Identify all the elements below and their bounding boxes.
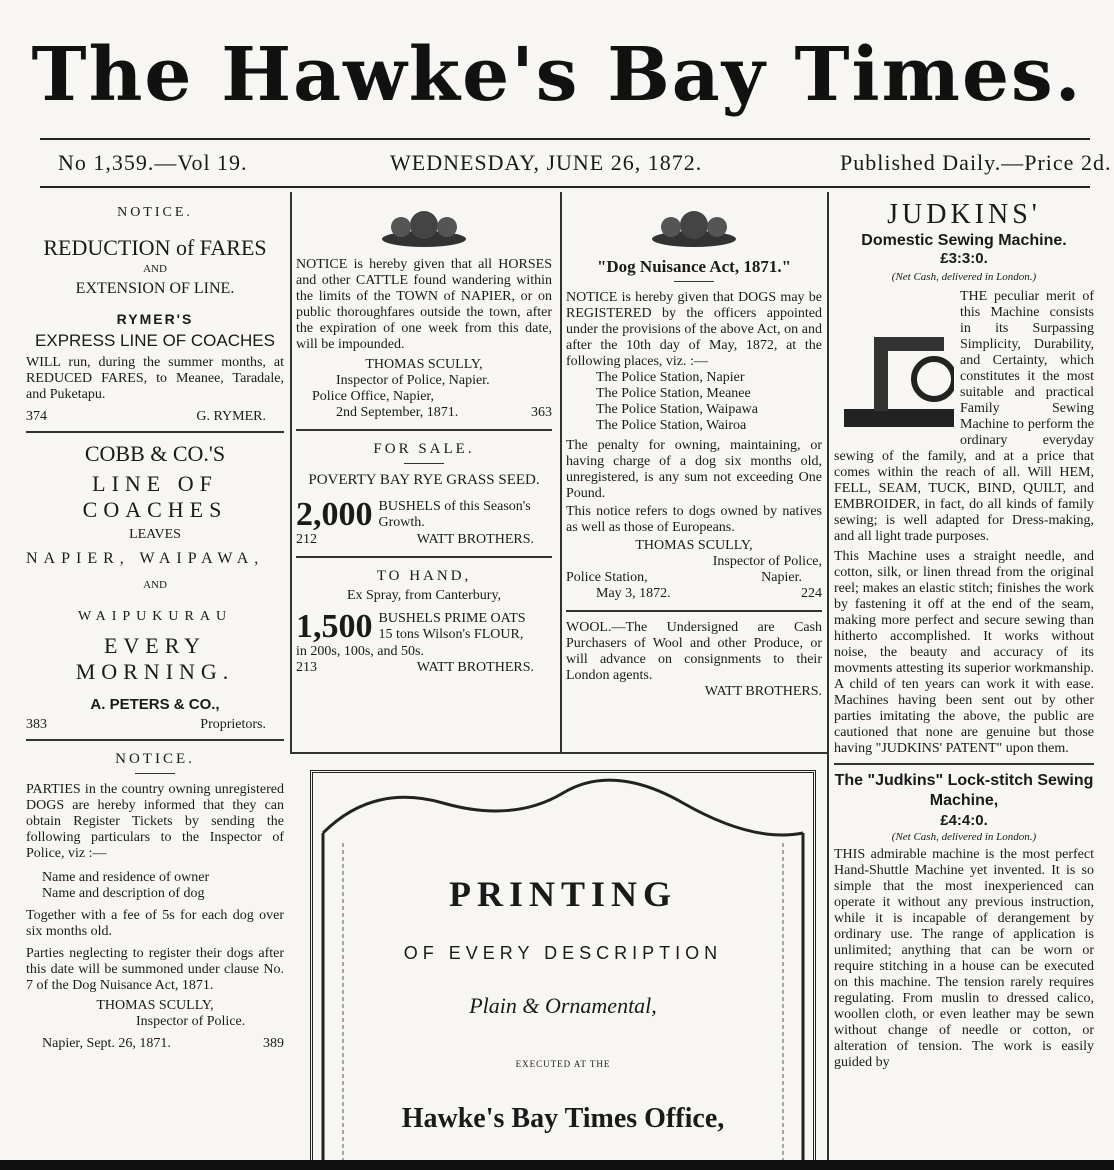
station-item: The Police Station, Wairoa <box>596 418 747 433</box>
penalty-text: The penalty for owning, maintaining, or having charge of a dog six months old, unregistered, is any sum not exceeding One Pound. <box>566 438 822 501</box>
date: May 3, 1872. <box>596 586 671 601</box>
office: Police Office, Napier, <box>312 389 435 404</box>
extension-heading: EXTENSION OF LINE. <box>75 280 235 297</box>
column-2 <box>296 195 552 676</box>
cobb-heading: COBB & CO.'S <box>84 441 226 466</box>
sewing-machine-icon <box>834 319 954 439</box>
domestic-heading: Domestic Sewing Machine. <box>861 232 1067 249</box>
plain-ornamental: Plain & Ornamental, <box>469 993 657 1018</box>
signer: THOMAS SCULLY, <box>635 538 753 553</box>
ad-number: 224 <box>801 586 822 601</box>
advertiser: G. RYMER. <box>196 409 266 424</box>
ex-spray: Ex Spray, from Canterbury, <box>346 588 502 603</box>
short-rule <box>674 281 714 282</box>
short-rule <box>404 463 444 464</box>
bushels-text: BUSHELS of this Season's Growth. <box>378 499 531 530</box>
every-morning: EVERY MORNING. <box>75 633 235 684</box>
issue-date: WEDNESDAY, JUNE 26, 1872. <box>390 150 703 175</box>
napier-label: Napier. <box>761 570 802 585</box>
merit-text: THE peculiar merit of this Machine consists in its Surpassing Simplicity, Durability, and Certainty, which constitutes it the most suitable and practical Family Sewing Machine to perform the ordinary everyday sewing of the family, and at a price that comes within the reach of all. Will HEM, FELL, SEAM, TUCK, BIND, QUILT, and EMBROIDER, in fact, do all kinds of family sewing; is well adapted for Dress-making, and all light trade purposes. <box>834 289 1094 544</box>
printing-top-rule <box>290 752 828 754</box>
horses-notice: NOTICE is hereby given that all HORSES and other CATTLE found wandering within the limits of the TOWN of NAPIER, or on public thoroughfares outside the town, after the expiration of one week from this date, will be impounded. <box>296 257 552 352</box>
masthead <box>0 20 1114 140</box>
and-label: AND <box>143 263 167 275</box>
date: 2nd September, 1871. <box>336 405 459 420</box>
peters-name: A. PETERS & CO., <box>90 696 220 713</box>
masthead-rule <box>40 138 1090 140</box>
printing-heading: PRINTING <box>448 874 678 914</box>
net-cash-1: (Net Cash, delivered in London.) <box>891 271 1037 283</box>
divider <box>834 763 1094 765</box>
quantity-2000: 2,000 <box>296 496 373 533</box>
signer: THOMAS SCULLY, <box>96 998 214 1013</box>
natives-text: This notice refers to dogs owned by natives as well as those of Europeans. <box>566 504 822 535</box>
waipukurau: WAIPUKURAU <box>77 609 233 624</box>
divider <box>566 610 822 612</box>
watt-brothers: WATT BROTHERS. <box>416 532 534 547</box>
dogs-notice: NOTICE is hereby given that DOGS may be REGISTERED by the officers appointed under the provisions of the above Act, on and after the 10th day of May, 1872, at the following places, viz. :— <box>566 290 822 369</box>
crest-icon <box>566 205 822 251</box>
station-item: The Police Station, Meanee <box>596 386 751 401</box>
ad-number: 383 <box>26 717 47 732</box>
column-rule-1 <box>290 192 292 752</box>
wool-text: WOOL.—The Undersigned are Cash Purchasers of Wool and other Produce, or will advance on consignments to their London agents. <box>566 620 822 683</box>
station-label: Police Station, <box>566 570 648 585</box>
reduction-heading: REDUCTION of FARES <box>43 235 267 260</box>
divider <box>26 431 284 433</box>
price-1: £3:3:0. <box>940 250 988 267</box>
watt-brothers: WATT BROTHERS. <box>704 684 822 699</box>
napier-waipawa: NAPIER, WAIPAWA, <box>26 550 265 567</box>
executed-at: EXECUTED AT THE <box>515 1059 611 1069</box>
every-description: OF EVERY DESCRIPTION <box>403 943 723 963</box>
divider <box>296 429 552 431</box>
station-item: The Police Station, Napier <box>596 370 745 385</box>
issue-number: No 1,359.—Vol 19. <box>58 150 248 175</box>
issue-price: Published Daily.—Price 2d. <box>840 150 1112 175</box>
oats-text: BUSHELS PRIME OATS <box>378 611 526 626</box>
column-1 <box>26 195 284 1052</box>
to-hand-heading: TO HAND, <box>376 568 472 584</box>
leaves-label: LEAVES <box>129 527 181 542</box>
lockstitch-heading: The "Judkins" Lock-stitch Sewing Machine, <box>834 772 1094 809</box>
act-heading: "Dog Nuisance Act, 1871." <box>596 257 792 276</box>
net-cash-2: (Net Cash, delivered in London.) <box>891 831 1037 843</box>
station-item: The Police Station, Waipawa <box>596 402 758 417</box>
ad-number: 213 <box>296 660 317 675</box>
flour-text: 15 tons Wilson's FLOUR, <box>378 627 524 642</box>
ad-number: 212 <box>296 532 317 547</box>
crest-icon <box>296 205 552 251</box>
quantity-1500: 1,500 <box>296 608 373 645</box>
bags-text: in 200s, 100s, and 50s. <box>296 644 424 659</box>
for-sale-heading: FOR SALE. <box>373 441 475 457</box>
admirable-text: THIS admirable machine is the most perfect Hand-Shuttle Machine yet invented. It is so simple that the most inexperienced can operate it without any previous instruction, while it is incapable of derangement by ordinary use. The range of application is unlimited; anything that can be worn or require stitching in a house can be executed on this machine. The tension rarely requires regulating. From muslin to dressed calico, woollen cloth, or even leather may be sewn without change of needle or cotton, or alteration of tension. The work is easily guided by <box>834 847 1094 1070</box>
judkins-heading: JUDKINS' <box>887 199 1041 230</box>
times-office: Hawke's Bay Times Office, <box>401 1103 725 1134</box>
particular-dog: Name and description of dog <box>42 886 205 901</box>
ad-number: 389 <box>263 1036 284 1051</box>
and-label-2: AND <box>143 579 167 591</box>
notice-heading-2: NOTICE. <box>115 751 195 767</box>
dateline-rule <box>40 186 1090 188</box>
column-4 <box>834 195 1094 1071</box>
signer-title: Inspector of Police, <box>712 554 822 569</box>
printing-advertisement <box>310 770 816 1166</box>
will-run-text: WILL run, during the summer months, at REDUCED FARES, to Meanee, Taradale, and Puketapu. <box>26 355 284 402</box>
needle-text: This Machine uses a straight needle, and cotton, silk, or linen thread from the original reel; makes an elastic stitch; finishes the work by fastening it off at the end of the seam, making more perfect and secure sewing than hitherto accomplished. It works without noise, the beauty and accuracy of its movments attesting its superior workmanship. A child of ten years can work it with ease. Machines having been sent out by other parties imitating the above, the public are cautioned that none are genuine but those having "JUDKINS' PATENT" upon them. <box>834 549 1094 756</box>
parties-text: PARTIES in the country owning unregistered DOGS are hereby informed that they can obtain Register Tickets by sending the following particulars to the Inspector of Police, viz :— <box>26 782 284 861</box>
bottom-edge <box>0 1160 1114 1170</box>
particular-owner: Name and residence of owner <box>42 870 210 885</box>
divider <box>26 739 284 741</box>
divider <box>296 556 552 558</box>
price-2: £4:4:0. <box>940 812 988 829</box>
signer-title: Inspector of Police, Napier. <box>336 373 490 388</box>
ad-number: 363 <box>531 405 552 420</box>
place-date: Napier, Sept. 26, 1871. <box>42 1036 171 1051</box>
poverty-bay: POVERTY BAY RYE GRASS SEED. <box>308 472 540 488</box>
newspaper-title: The Hawke's Bay Times. <box>31 32 1083 118</box>
ad-number: 374 <box>26 409 47 424</box>
column-3 <box>566 195 822 700</box>
rymers-heading: RYMER'S <box>116 311 194 327</box>
dateline <box>40 150 1112 186</box>
fee-text: Together with a fee of 5s for each dog over six months old. <box>26 908 284 939</box>
short-rule <box>135 773 175 774</box>
watt-brothers: WATT BROTHERS. <box>416 660 534 675</box>
proprietors-label: Proprietors. <box>200 717 266 732</box>
line-of-coaches: LINE OF COACHES <box>82 471 228 522</box>
stations-list <box>566 370 822 434</box>
column-rule-3 <box>827 192 829 1160</box>
signer: THOMAS SCULLY, <box>365 357 483 372</box>
neglecting-text: Parties neglecting to register their dogs after this date will be summoned under clause No. 7 of the Dog Nuisance Act, 1871. <box>26 946 284 993</box>
express-heading: EXPRESS LINE OF COACHES <box>35 331 275 350</box>
column-rule-2 <box>560 192 562 752</box>
notice-heading: NOTICE. <box>117 205 193 220</box>
signer-title: Inspector of Police. <box>136 1014 246 1029</box>
